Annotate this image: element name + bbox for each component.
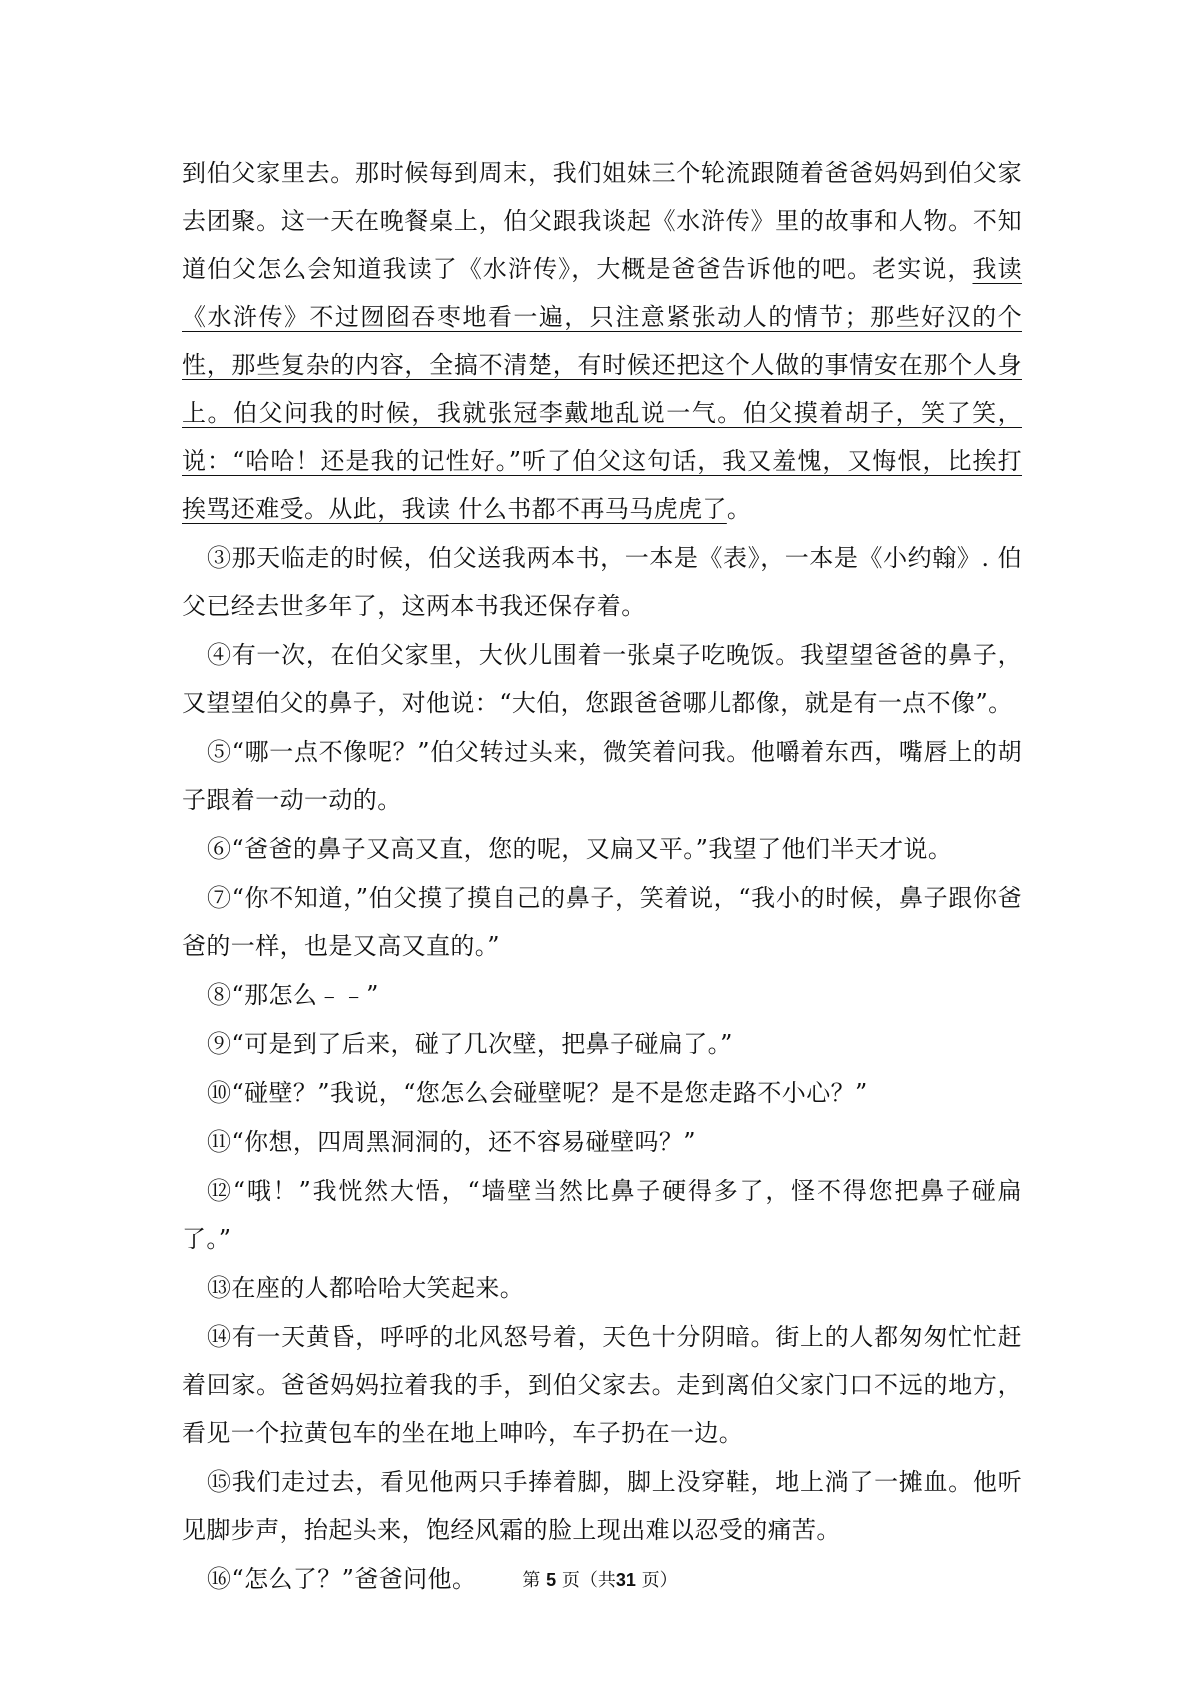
paragraph-11: ⑪“你想，四周黑洞洞的，还不容易碰壁吗？”	[207, 1128, 696, 1156]
paragraph-8: ⑧“那怎么﹣﹣”	[207, 981, 379, 1009]
footer-prefix: 第	[522, 1570, 541, 1591]
paragraph-text: 到伯父家里去。那时候每到周末，我们姐妹三个轮流跟随着爸爸妈妈到伯父家去团聚。这一天在晚餐桌上，伯父跟我谈起《水浒传》里的故事和人物。不知道伯父怎么会知道我读了《水浒传》，大概是爸爸告诉他的吧。老实说，	[182, 159, 1022, 283]
paragraph-16: ⑯“怎么了？”爸爸问他。	[207, 1565, 477, 1593]
total-page-number: 31	[615, 1570, 636, 1590]
paragraph-continued	[182, 149, 1022, 533]
paragraph-6: ⑥“爸爸的鼻子又高又直，您的呢，又扁又平。”我望了他们半天才说。	[207, 835, 953, 863]
paragraph-14: ⑭有一天黄昏，呼呼的北风怒号着，天色十分阴暗。街上的人都匆匆忙忙赶着回家。爸爸妈妈拉着我的手，到伯父家去。走到离伯父家门口不远的地方，看见一个拉黄包车的坐在地上呻吟，车子扔在一边。	[182, 1323, 1022, 1447]
page-footer	[0, 1566, 1200, 1592]
paragraph-12: ⑫“哦！”我恍然大悟，“墙壁当然比鼻子硬得多了，怪不得您把鼻子碰扁了。”	[182, 1177, 1022, 1253]
paragraph-9: ⑨“可是到了后来，碰了几次壁，把鼻子碰扁了。”	[207, 1030, 733, 1058]
footer-suffix: 页）	[641, 1570, 678, 1591]
paragraph-7: ⑦“你不知道，”伯父摸了摸自己的鼻子，笑着说，“我小的时候，鼻子跟你爸爸的一样，也是又高又直的。”	[182, 884, 1022, 960]
underlined-passage: 我读《水浒传》不过囫囵吞枣地看一遍，只注意紧张动人的情节；那些好汉的个性，那些复杂的内容，全搞不清楚，有时候还把这个人做的事情安在那个人身上。伯父问我的时候，我就张冠李戴地乱说一气。伯父摸着胡子，笑了笑，说：“哈哈！还是我的记性好。”听了伯父这句话，我又羞愧，又悔恨，比挨打挨骂还难受。从此，我读 什么书都不再马马虎虎了	[182, 255, 1022, 523]
paragraph-3: ③那天临走的时候，伯父送我两本书，一本是《表》，一本是《小约翰》. 伯父已经去世多年了，这两本书我还保存着。	[182, 544, 1022, 620]
footer-middle: 页（共	[561, 1570, 616, 1591]
paragraph-4: ④有一次，在伯父家里，大伙儿围着一张桌子吃晚饭。我望望爸爸的鼻子，又望望伯父的鼻子，对他说：“大伯，您跟爸爸哪儿都像，就是有一点不像”。	[182, 641, 1022, 717]
paragraph-text-tail: 。	[726, 495, 752, 523]
paragraph-10: ⑩“碰壁？”我说，“您怎么会碰壁呢？是不是您走路不小心？”	[207, 1079, 868, 1107]
paragraph-13: ⑬在座的人都哈哈大笑起来。	[207, 1274, 525, 1302]
paragraph-5: ⑤“哪一点不像呢？”伯父转过头来，微笑着问我。他嚼着东西，嘴唇上的胡子跟着一动一动的。	[182, 738, 1022, 814]
article-body	[182, 149, 1022, 1603]
paragraph-15: ⑮我们走过去，看见他两只手捧着脚，脚上没穿鞋，地上淌了一摊血。他听见脚步声，抬起头来，饱经风霜的脸上现出难以忍受的痛苦。	[182, 1468, 1022, 1544]
current-page-number: 5	[546, 1570, 557, 1590]
